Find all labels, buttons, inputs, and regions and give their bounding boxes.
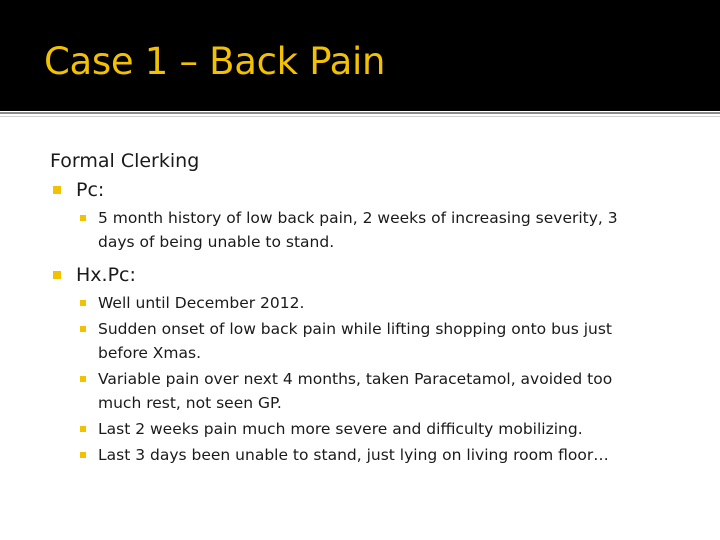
- sub-bullet-item: [50, 417, 658, 441]
- square-bullet-icon: [80, 452, 86, 458]
- square-bullet-icon: [53, 271, 61, 279]
- square-bullet-icon: [53, 186, 61, 194]
- sub-bullet-text: Last 2 weeks pain much more severe and difficulty mobilizing.: [98, 420, 583, 438]
- sub-bullet-text: Last 3 days been unable to stand, just lying on living room floor…: [98, 446, 609, 464]
- square-bullet-icon: [80, 426, 86, 432]
- sub-bullet-item: [50, 317, 658, 365]
- bullet-pc: [50, 176, 670, 204]
- sub-bullet-text: Well until December 2012.: [98, 294, 305, 312]
- sub-bullet-item: [50, 443, 658, 467]
- bullet-label: Pc:: [76, 179, 105, 201]
- sub-bullet-item: [50, 291, 658, 315]
- square-bullet-icon: [80, 300, 86, 306]
- sub-bullet-text: Sudden onset of low back pain while lifting shopping onto bus just before Xmas.: [98, 320, 613, 362]
- sub-bullet-item: [50, 367, 658, 415]
- slide-body: [50, 147, 670, 467]
- bullet-label: Hx.Pc:: [76, 264, 136, 286]
- sub-bullet-item: [50, 206, 658, 254]
- square-bullet-icon: [80, 376, 86, 382]
- square-bullet-icon: [80, 326, 86, 332]
- bullet-hxpc: [50, 261, 670, 289]
- divider-rule: [0, 112, 720, 114]
- square-bullet-icon: [80, 215, 86, 221]
- divider-rule-thin: [0, 116, 720, 117]
- sub-bullet-text: Variable pain over next 4 months, taken Paracetamol, avoided too much rest, not seen GP.: [98, 370, 613, 412]
- sub-bullet-text: 5 month history of low back pain, 2 weeks of increasing severity, 3 days of being unable to stand.: [98, 209, 618, 251]
- section-heading: Formal Clerking: [50, 150, 200, 172]
- slide-title: Case 1 – Back Pain: [44, 40, 386, 83]
- title-bar: [0, 0, 720, 111]
